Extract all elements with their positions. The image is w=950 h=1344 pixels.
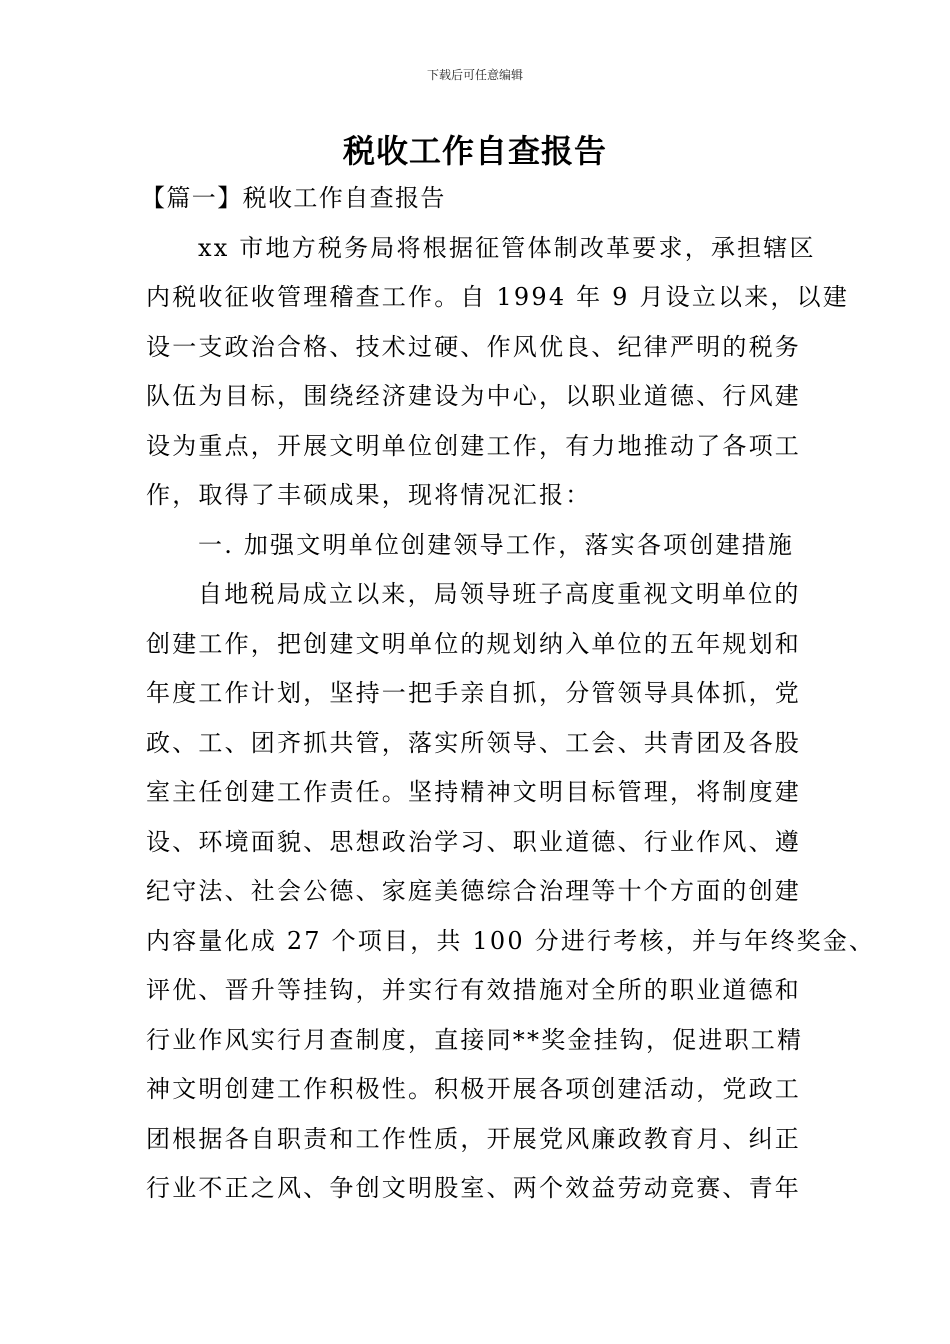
header-note: 下载后可任意编辑 (426, 68, 523, 82)
paragraph-line: 队伍为目标，围绕经济建设为中心，以职业道德、行风建 (146, 382, 801, 410)
paragraph-line: 内容量化成 27 个项目，共 100 分进行考核，并与年终奖金、 (146, 926, 876, 955)
paragraph-line: 创建工作，把创建文明单位的规划纳入单位的五年规划和 (146, 629, 801, 658)
paragraph-line: 内税收征收管理稽查工作。自 1994 年 9 月设立以来，以建 (146, 283, 850, 311)
paragraph-line: 设为重点，开展文明单位创建工作，有力地推动了各项工 (146, 431, 801, 460)
paragraph-line: 设一支政治合格、技术过硬、作风优良、纪律严明的税务 (146, 332, 801, 361)
paragraph-line: 政、工、团齐抓共管，落实所领导、工会、共青团及各股 (146, 728, 801, 757)
paragraph-line: 行业作风实行月查制度，直接同**奖金挂钩，促进职工精 (146, 1025, 804, 1054)
section-heading: 【篇一】税收工作自查报告 (141, 184, 446, 212)
paragraph-line: 自地税局成立以来，局领导班子高度重视文明单位的 (198, 580, 801, 608)
paragraph-line: 设、环境面貌、思想政治学习、职业道德、行业作风、遵 (146, 827, 801, 856)
paragraph-line: 纪守法、社会公德、家庭美德综合治理等十个方面的创建 (146, 877, 801, 905)
paragraph-line: 神文明创建工作积极性。积极开展各项创建活动，党政工 (146, 1075, 801, 1103)
paragraph-line: 年度工作计划，坚持一把手亲自抓，分管领导具体抓，党 (146, 679, 801, 707)
paragraph-line: xx 市地方税务局将根据征管体制改革要求，承担辖区 (198, 233, 816, 262)
subheading: 一. 加强文明单位创建领导工作，落实各项创建措施 (198, 530, 795, 559)
paragraph-line: 评优、晋升等挂钩，并实行有效措施对全所的职业道德和 (146, 976, 801, 1004)
paragraph-line: 作，取得了丰硕成果，现将情况汇报： (146, 481, 592, 509)
document-body (141, 174, 876, 1214)
paragraph-line: 行业不正之风、争创文明股室、两个效益劳动竞赛、青年 (146, 1174, 801, 1202)
paragraph-line: 室主任创建工作责任。坚持精神文明目标管理，将制度建 (146, 778, 801, 806)
paragraph-line: 团根据各自职责和工作性质，开展党风廉政教育月、纠正 (146, 1124, 801, 1153)
document-title: 税收工作自查报告 (342, 132, 607, 170)
